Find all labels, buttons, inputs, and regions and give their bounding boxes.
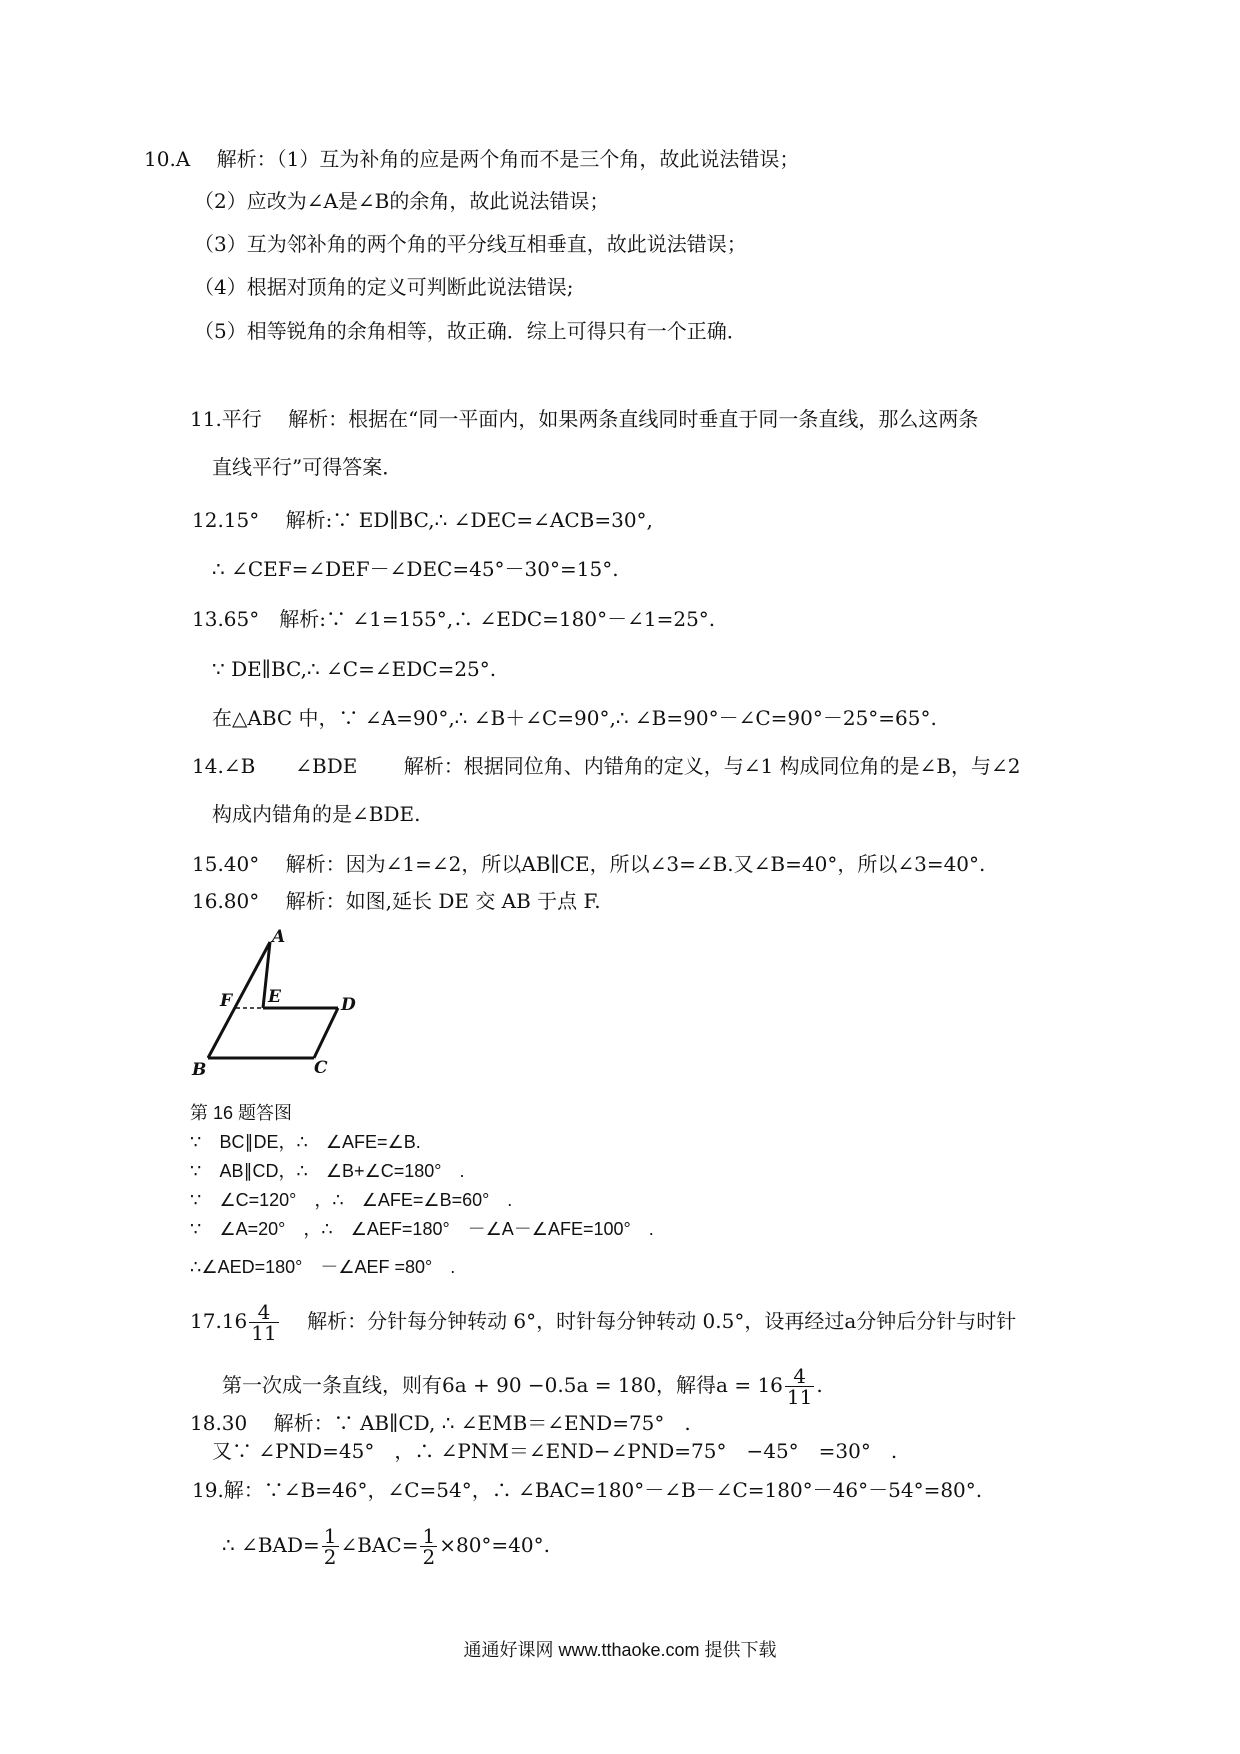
q15-line1: 15.40° 解析：因为∠1=∠2，所以AB∥CE，所以∠3=∠B.又∠B=40°，所以∠3=40°. [192, 852, 986, 876]
q12-line2: ∴ ∠CEF=∠DEF－∠DEC=45°－30°=15°. [212, 557, 619, 581]
q10-line5: （5）相等锐角的余角相等，故正确．综上可得只有一个正确． [194, 319, 747, 343]
q13-line1: 13.65° 解析:∵ ∠1=155°,∴ ∠EDC=180°－∠1=25°. [192, 607, 716, 631]
q19-line1: 19.解：∵∠B=46°，∠C=54°，∴ ∠BAC=180°－∠B－∠C=180°－46°－54°=80°. [192, 1478, 983, 1502]
page-footer: 通通好课网 www.tthaoke.com 提供下载 [463, 1640, 777, 1660]
q11-line1: 11.平行 解析：根据在“同一平面内，如果两条直线同时垂直于同一条直线，那么这两条 [190, 407, 979, 431]
q17-prefix: 17.16 [190, 1309, 248, 1333]
label-c: C [314, 1058, 328, 1078]
q17-line1 [190, 1302, 1016, 1343]
q16-step4: ∵ ∠A=20° ，∴ ∠AEF=180° －∠A－∠AFE=100° . [190, 1219, 654, 1239]
q10-line3: （3）互为邻补角的两个角的平分线互相垂直，故此说法错误； [194, 232, 747, 256]
label-d: D [341, 995, 356, 1015]
q13-line3: 在△ABC 中，∵ ∠A=90°,∴ ∠B＋∠C=90°,∴ ∠B=90°－∠C=90°－25°=65°. [212, 706, 937, 730]
q10-line2: （2）应改为∠A是∠B的余角，故此说法错误； [194, 189, 610, 213]
q12-line1: 12.15° 解析:∵ ED∥BC,∴ ∠DEC=∠ACB=30°, [192, 508, 653, 532]
label-e: E [268, 987, 281, 1007]
q19-fraction-1: $\frac{1}{2}$ [323, 1524, 337, 1569]
q11-line2: 直线平行”可得答案． [212, 455, 403, 479]
q14-line2: 构成内错角的是∠BDE. [212, 802, 421, 826]
q18-line1: 18.30 解析：∵ AB∥CD, ∴ ∠EMB＝∠END=75° . [190, 1411, 691, 1435]
q17-fraction: $\frac{4}{11}$ [251, 1300, 277, 1345]
q19-line2: ∴ ∠BAD= $\frac{1}{2}$ ∠BAC= $\frac{1}{2}$ ×80°=40°. [222, 1524, 550, 1569]
q13-line2: ∵ DE∥BC,∴ ∠C=∠EDC=25°. [212, 657, 497, 681]
q17-line2: 第一次成一条直线，则有6a + 90 −0.5a = 180，解得a = 16 $\frac{4}{11}$ . [222, 1364, 823, 1409]
q16-step3: ∵ ∠C=120° ，∴ ∠AFE=∠B=60° . [190, 1190, 513, 1210]
q16-figure [186, 918, 366, 1088]
q17-line1-text: 解析：分针每分钟转动 6°，时针每分钟转动 0.5°，设再经过a分钟后分针与时针 [280, 1309, 1017, 1333]
q16-caption: 第 16 题答图 [190, 1103, 293, 1123]
q17-answer-fraction: $\frac{4}{11}$ [786, 1364, 813, 1409]
q10-line4: （4）根据对顶角的定义可判断此说法错误; [194, 275, 574, 299]
q18-line2: 又∵ ∠PND=45° ，∴ ∠PNM＝∠END−∠PND=75° −45° =30° . [212, 1439, 898, 1463]
q16-step2: ∵ AB∥CD，∴ ∠B+∠C=180° . [190, 1161, 465, 1181]
q19-fraction-2: $\frac{1}{2}$ [422, 1524, 436, 1569]
label-a: A [272, 927, 286, 947]
q16-step1: ∵ BC∥DE，∴ ∠AFE=∠B. [190, 1132, 421, 1152]
q16-step5: ∴∠AED=180° －∠AEF =80° . [190, 1257, 456, 1277]
label-b: B [192, 1060, 207, 1080]
q16-line1: 16.80° 解析：如图,延长 DE 交 AB 于点 F. [192, 889, 601, 913]
label-f: F [220, 991, 233, 1011]
q14-line1: 14.∠B ∠BDE 解析：根据同位角、内错角的定义，与∠1 构成同位角的是∠B，与∠2 [192, 754, 1021, 778]
q17-line2-text: 第一次成一条直线，则有6a + 90 −0.5a = 180，解得a = 16 [222, 1373, 783, 1397]
q10-line1: 10.A 解析：（1）互为补角的应是两个角而不是三个角，故此说法错误； [144, 147, 800, 171]
